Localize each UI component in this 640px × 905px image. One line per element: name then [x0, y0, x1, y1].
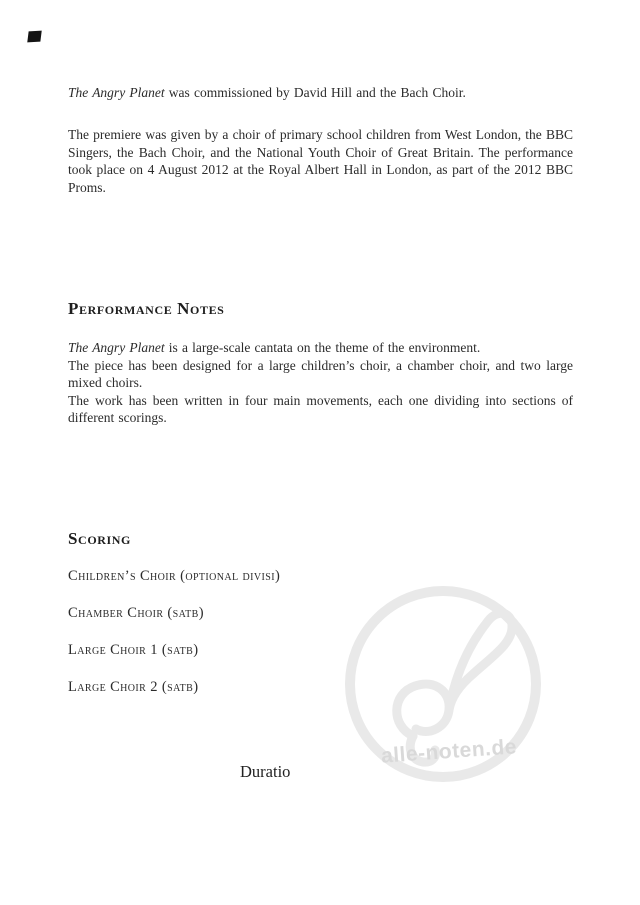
- commission-paragraph: The Angry Planet was commissioned by David Hill and the Bach Choir.: [68, 85, 466, 100]
- scoring-item-large-choir-2: Large Choir 2 (satb): [68, 679, 199, 695]
- watermark-text: alle-noten.de: [380, 735, 518, 768]
- scoring-item-chamber-choir: Chamber Choir (satb): [68, 605, 204, 621]
- scoring-list: [68, 569, 573, 717]
- scoring-item-large-choir-1: Large Choir 1 (satb): [68, 642, 199, 658]
- notes-paragraph: The work has been written in four main movements, each one dividing into sections of different scorings.: [68, 392, 573, 426]
- notes-paragraph: The Angry Planet is a large-scale cantata on the theme of the environment.: [68, 340, 481, 355]
- scoring-heading: Scoring: [68, 529, 131, 548]
- duration-label-partial: Duratio: [240, 762, 291, 781]
- premiere-paragraph: The premiere was given by a choir of primary school children from West London, the BBC Singers, the Bach Choir, and the National Youth Choir of Great Britain. The performance took place on 4 August 2012 at the Royal Albert Hall in London, as part of the 2012 BBC Proms.: [68, 127, 573, 195]
- scoring-item-childrens-choir: Children’s Choir (optional divisi): [68, 568, 281, 584]
- corner-mark: [27, 31, 41, 43]
- performance-notes-body: [68, 339, 573, 427]
- notes-paragraph: The piece has been designed for a large children’s choir, a chamber choir, and two large mixed choirs.: [68, 357, 573, 391]
- performance-notes-heading: Performance Notes: [68, 299, 225, 318]
